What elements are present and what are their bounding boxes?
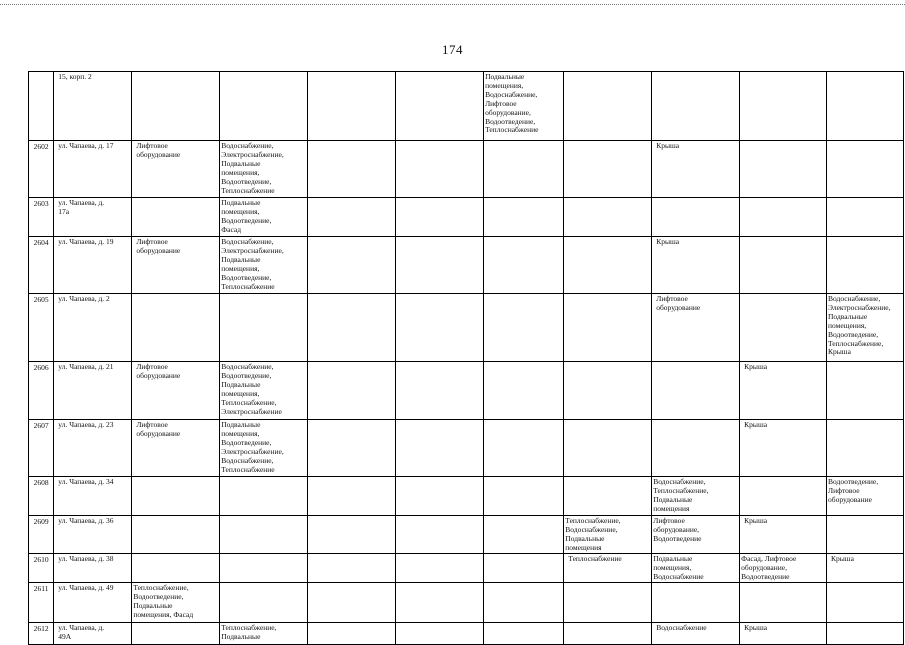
row-cell <box>132 554 220 583</box>
row-cell <box>132 516 220 554</box>
row-cell: Крыша <box>652 237 740 294</box>
row-cell <box>740 583 827 623</box>
row-address: ул. Чапаева, д. 49А <box>54 623 132 645</box>
row-cell <box>220 516 308 554</box>
row-cell <box>220 554 308 583</box>
row-number: 2611 <box>29 583 54 623</box>
row-cell <box>564 623 652 645</box>
table-row <box>29 198 904 237</box>
row-cell <box>740 237 827 294</box>
row-cell: Водоснабжение, Электроснабжение, Подвальные помещения, Водоотведение, Теплоснабжение <box>220 141 308 198</box>
row-number: 2612 <box>29 623 54 645</box>
table-body <box>29 72 904 645</box>
row-cell <box>827 141 904 198</box>
row-cell <box>396 583 484 623</box>
table-row <box>29 362 904 420</box>
scan-top-edge <box>0 4 905 5</box>
row-cell: Лифтовое оборудование <box>652 294 740 362</box>
row-cell <box>484 420 564 477</box>
row-cell <box>396 420 484 477</box>
row-cell: Водоснабжение, Электроснабжение, Подвальные помещения, Водоотведение, Теплоснабжение <box>220 237 308 294</box>
row-cell <box>564 477 652 516</box>
row-cell <box>827 72 904 141</box>
row-cell: Подвальные помещения, Водоотведение, Электроснабжение, Водоснабжение, Теплоснабжение <box>220 420 308 477</box>
row-cell <box>564 583 652 623</box>
table-row <box>29 72 904 141</box>
row-cell <box>396 362 484 420</box>
table-row <box>29 237 904 294</box>
row-address: ул. Чапаева, д. 34 <box>54 477 132 516</box>
row-cell: Водоснабжение, Электроснабжение, Подвальные помещения, Водоотведение, Теплоснабжение, Крыша <box>827 294 904 362</box>
row-cell: Лифтовое оборудование <box>132 420 220 477</box>
row-cell: Водоснабжение, Водоотведение, Подвальные помещения, Теплоснабжение, Электроснабжение <box>220 362 308 420</box>
row-cell <box>564 237 652 294</box>
row-cell: Лифтовое оборудование, Водоотведение <box>652 516 740 554</box>
row-cell <box>827 237 904 294</box>
row-cell <box>396 72 484 141</box>
row-cell <box>396 198 484 237</box>
row-address: 15, корп. 2 <box>54 72 132 141</box>
row-cell <box>564 294 652 362</box>
row-cell <box>308 198 396 237</box>
row-cell <box>484 362 564 420</box>
row-cell: Подвальные помещения, Водоотведение, Фасад <box>220 198 308 237</box>
row-cell <box>308 623 396 645</box>
row-cell <box>564 141 652 198</box>
row-cell <box>308 420 396 477</box>
row-address: ул. Чапаева, д. 23 <box>54 420 132 477</box>
row-cell <box>220 72 308 141</box>
row-cell <box>396 141 484 198</box>
row-cell <box>484 477 564 516</box>
row-number: 2602 <box>29 141 54 198</box>
row-cell <box>484 141 564 198</box>
row-cell <box>827 516 904 554</box>
row-cell: Теплоснабжение, Водоснабжение, Подвальные помещения <box>564 516 652 554</box>
row-cell: Крыша <box>740 420 827 477</box>
row-number: 2604 <box>29 237 54 294</box>
row-cell <box>396 554 484 583</box>
row-cell <box>484 237 564 294</box>
row-number: 2609 <box>29 516 54 554</box>
row-cell <box>484 516 564 554</box>
row-cell: Крыша <box>827 554 904 583</box>
row-cell <box>220 583 308 623</box>
row-cell <box>308 516 396 554</box>
row-cell <box>308 141 396 198</box>
row-cell <box>396 237 484 294</box>
table-row <box>29 554 904 583</box>
row-cell <box>827 623 904 645</box>
table-row <box>29 516 904 554</box>
row-cell: Водоснабжение <box>652 623 740 645</box>
row-cell <box>564 198 652 237</box>
row-cell: Водоснабжение, Теплоснабжение, Подвальные помещения <box>652 477 740 516</box>
row-address: ул. Чапаева, д. 49 <box>54 583 132 623</box>
row-address: ул. Чапаева, д. 17 <box>54 141 132 198</box>
row-number: 2607 <box>29 420 54 477</box>
row-cell <box>740 72 827 141</box>
row-cell <box>308 554 396 583</box>
row-cell <box>564 72 652 141</box>
row-cell <box>308 362 396 420</box>
row-cell <box>308 294 396 362</box>
row-cell: Фасад, Лифтовое оборудование, Водоотведение <box>740 554 827 583</box>
row-cell: Теплоснабжение, Водоотведение, Подвальные помещения, Фасад <box>132 583 220 623</box>
row-cell <box>484 583 564 623</box>
row-cell <box>827 583 904 623</box>
row-address: ул. Чапаева, д. 17а <box>54 198 132 237</box>
row-address: ул. Чапаева, д. 38 <box>54 554 132 583</box>
row-cell: Теплоснабжение, Подвальные <box>220 623 308 645</box>
row-number: 2610 <box>29 554 54 583</box>
row-cell <box>396 623 484 645</box>
row-cell <box>308 237 396 294</box>
row-cell <box>132 72 220 141</box>
row-cell <box>827 420 904 477</box>
row-cell <box>484 198 564 237</box>
row-cell <box>396 516 484 554</box>
repair-schedule-table <box>28 71 904 645</box>
row-cell: Крыша <box>740 516 827 554</box>
row-cell: Теплоснабжение <box>564 554 652 583</box>
row-cell <box>740 198 827 237</box>
row-cell <box>220 477 308 516</box>
row-cell <box>396 477 484 516</box>
table-row <box>29 583 904 623</box>
row-cell: Крыша <box>652 141 740 198</box>
row-address: ул. Чапаева, д. 2 <box>54 294 132 362</box>
row-cell <box>484 294 564 362</box>
row-cell: Лифтовое оборудование <box>132 141 220 198</box>
row-cell <box>740 294 827 362</box>
row-cell: Водоотведение, Лифтовое оборудование <box>827 477 904 516</box>
row-cell <box>740 141 827 198</box>
row-cell: Подвальные помещения, Водоснабжение, Лифтовое оборудование, Водоотведение, Теплоснабжение <box>484 72 564 141</box>
row-address: ул. Чапаева, д. 19 <box>54 237 132 294</box>
row-cell <box>564 420 652 477</box>
table-row <box>29 477 904 516</box>
row-cell <box>652 362 740 420</box>
row-number: 2603 <box>29 198 54 237</box>
row-cell <box>827 198 904 237</box>
row-cell <box>652 583 740 623</box>
row-cell <box>484 554 564 583</box>
row-number: 2608 <box>29 477 54 516</box>
row-cell: Лифтовое оборудование <box>132 362 220 420</box>
row-cell <box>396 294 484 362</box>
row-cell <box>132 198 220 237</box>
row-cell: Лифтовое оборудование <box>132 237 220 294</box>
row-cell <box>827 362 904 420</box>
row-address: ул. Чапаева, д. 36 <box>54 516 132 554</box>
row-cell <box>652 198 740 237</box>
row-number <box>29 72 54 141</box>
table-row <box>29 141 904 198</box>
row-address: ул. Чапаева, д. 21 <box>54 362 132 420</box>
page-number: 174 <box>442 42 463 57</box>
row-cell <box>484 623 564 645</box>
row-cell: Крыша <box>740 623 827 645</box>
row-cell <box>308 72 396 141</box>
row-number: 2605 <box>29 294 54 362</box>
row-number: 2606 <box>29 362 54 420</box>
row-cell: Крыша <box>740 362 827 420</box>
row-cell <box>220 294 308 362</box>
row-cell <box>132 623 220 645</box>
row-cell: Подвальные помещения, Водоснабжение <box>652 554 740 583</box>
row-cell <box>652 72 740 141</box>
row-cell <box>132 294 220 362</box>
row-cell <box>308 583 396 623</box>
row-cell <box>132 477 220 516</box>
row-cell <box>652 420 740 477</box>
row-cell <box>308 477 396 516</box>
table-row <box>29 420 904 477</box>
row-cell <box>740 477 827 516</box>
table-row <box>29 623 904 645</box>
table-row <box>29 294 904 362</box>
row-cell <box>564 362 652 420</box>
